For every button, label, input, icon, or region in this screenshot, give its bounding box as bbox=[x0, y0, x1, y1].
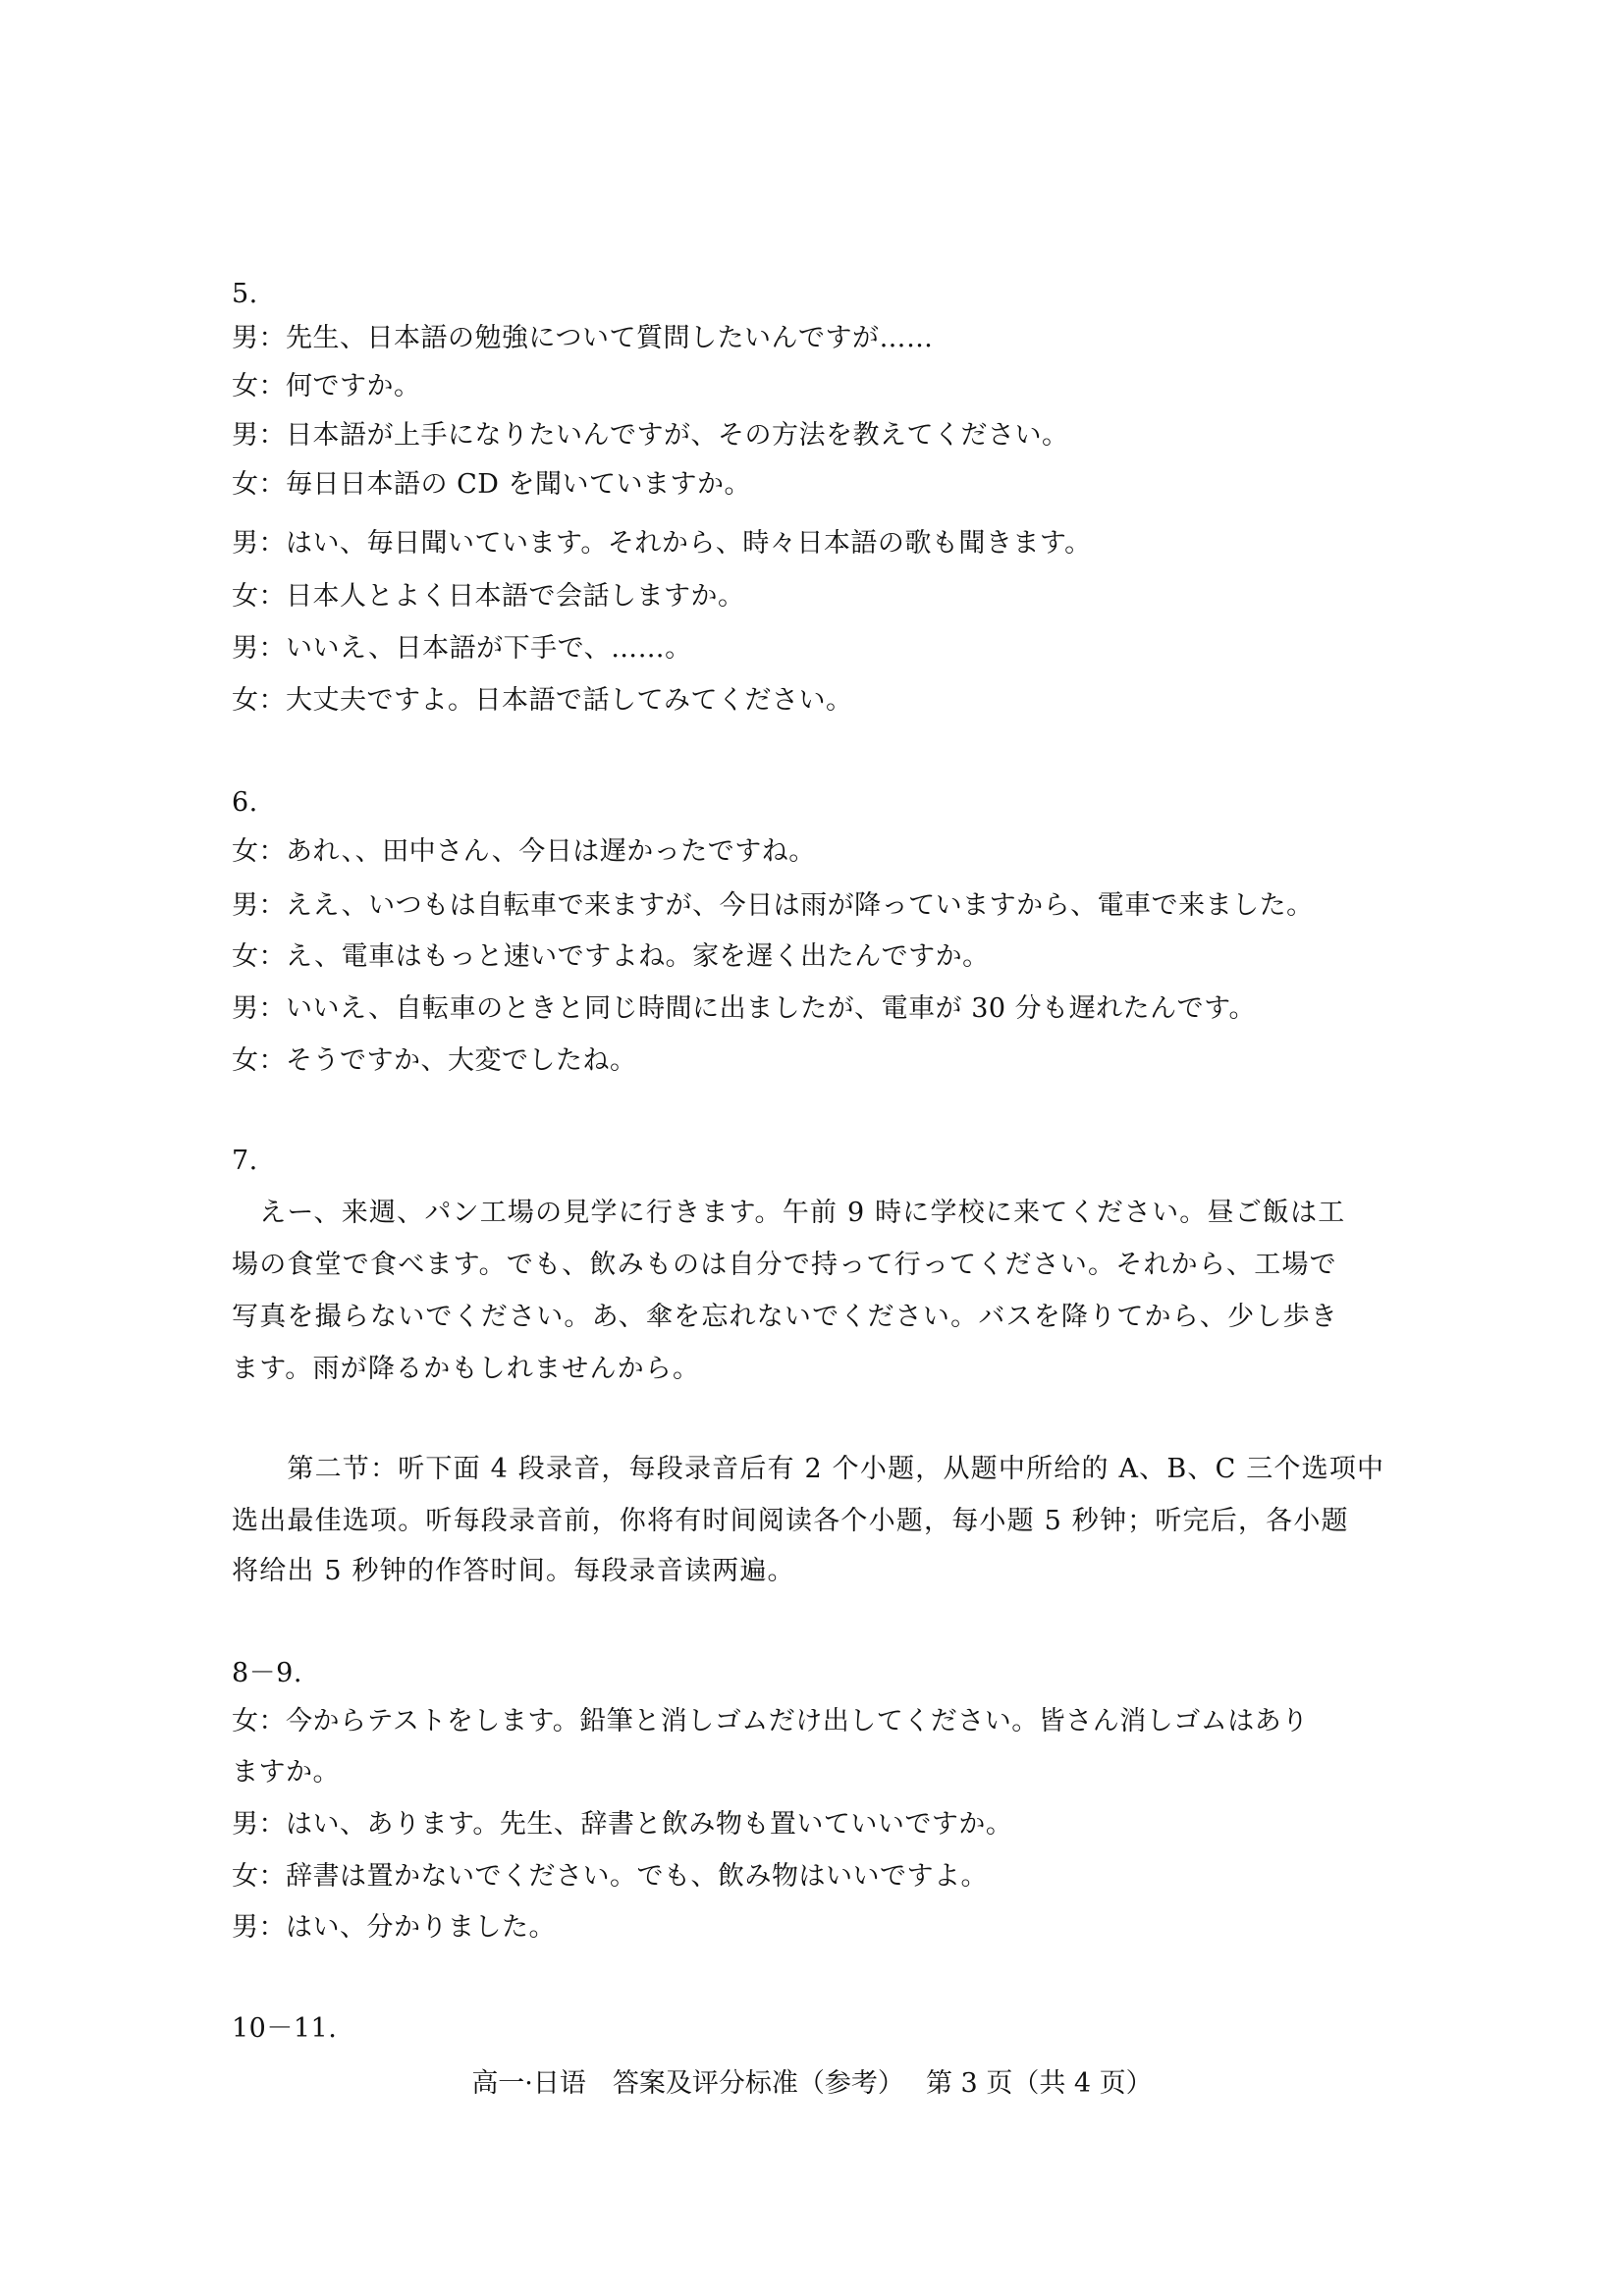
section-10-11-number: 10－11. bbox=[232, 2013, 338, 2044]
dialogue-line: 女：辞書は置かないでください。でも、飲み物はいいですよ。 bbox=[232, 1861, 988, 1892]
dialogue-line: ますか。 bbox=[232, 1757, 340, 1788]
section-7-number: 7. bbox=[232, 1146, 258, 1176]
page-footer: 高一·日语 答案及评分标准（参考） 第 3 页（共 4 页） bbox=[471, 2068, 1153, 2099]
passage-line: 写真を撮らないでください。あ、傘を忘れないでください。バスを降りてから、少し歩き bbox=[232, 1302, 1338, 1332]
passage-line: ます。雨が降るかもしれませんから。 bbox=[232, 1354, 701, 1384]
dialogue-line: 女：今からテストをします。鉛筆と消しゴムだけ出してください。皆さん消しゴムはあり bbox=[232, 1706, 1309, 1736]
dialogue-line: 男：はい、毎日聞いています。それから、時々日本語の歌も聞きます。 bbox=[232, 528, 1092, 559]
passage-line: えー、来週、パン工場の見学に行きます。午前 9 時に学校に来てください。昼ご飯は工 bbox=[232, 1198, 1346, 1228]
dialogue-line: 男：いいえ、日本語が下手で、……。 bbox=[232, 633, 692, 664]
section-8-9-number: 8－9. bbox=[232, 1658, 302, 1688]
section-6-number: 6. bbox=[232, 787, 258, 818]
dialogue-line: 男：はい、あります。先生、辞書と飲み物も置いていいですか。 bbox=[232, 1809, 1013, 1840]
instruction-line: 选出最佳选项。听每段录音前，你将有时间阅读各个小题，每小题 5 秒钟；听完后，各小题 bbox=[232, 1506, 1349, 1536]
dialogue-line: 女：日本人とよく日本語で会話しますか。 bbox=[232, 581, 745, 612]
dialogue-line: 女：え、電車はもっと速いですよね。家を遅く出たんですか。 bbox=[232, 941, 990, 972]
dialogue-line: 女：毎日日本語の CD を聞いていますか。 bbox=[232, 469, 751, 500]
dialogue-line: 女：そうですか、大変でしたね。 bbox=[232, 1045, 637, 1076]
dialogue-line: 女：何ですか。 bbox=[232, 371, 421, 401]
dialogue-line: 男：ええ、いつもは自転車で来ますが、今日は雨が降っていますから、電車で来ました。 bbox=[232, 890, 1314, 921]
passage-line: 場の食堂で食べます。でも、飲みものは自分で持って行ってください。それから、工場で bbox=[232, 1250, 1337, 1280]
section-5-number: 5. bbox=[232, 279, 258, 309]
instruction-line: 第二节：听下面 4 段录音，每段录音后有 2 个小题，从题中所给的 A、B、C 三个选项中 bbox=[232, 1454, 1385, 1484]
dialogue-line: 男：先生、日本語の勉強について質問したいんですが…… bbox=[232, 323, 934, 353]
dialogue-line: 男：はい、分かりました。 bbox=[232, 1912, 556, 1943]
dialogue-line: 男：いいえ、自転車のときと同じ時間に出ましたが、電車が 30 分も遅れたんです。 bbox=[232, 993, 1256, 1024]
dialogue-line: 女：あれ、、田中さん、今日は遅かったですね。 bbox=[232, 836, 816, 867]
dialogue-line: 男：日本語が上手になりたいんですが、その方法を教えてください。 bbox=[232, 420, 1069, 451]
dialogue-line: 女：大丈夫ですよ。日本語で話してみてください。 bbox=[232, 685, 853, 716]
instruction-line: 将给出 5 秒钟的作答时间。每段录音读两遍。 bbox=[232, 1556, 795, 1586]
